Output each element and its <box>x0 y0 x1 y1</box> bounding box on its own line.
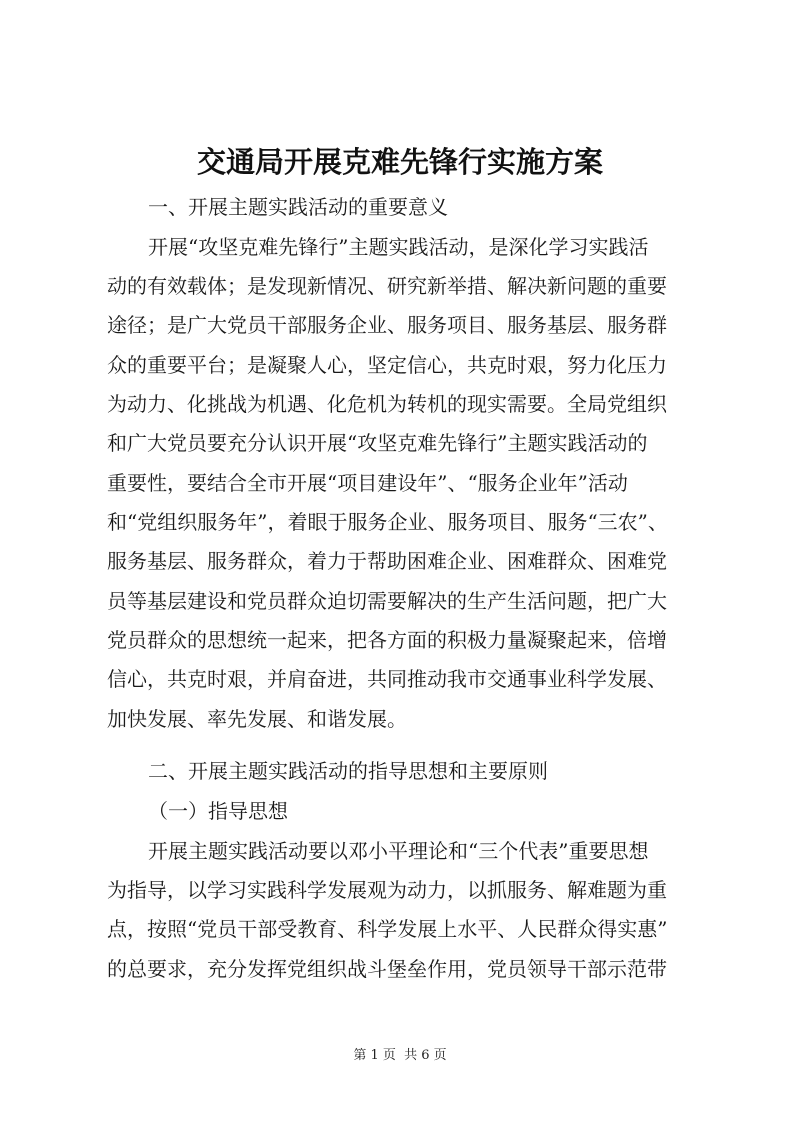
page-number: 第 1 页 <box>353 1048 396 1063</box>
paragraph-1-line: 服务基层、服务群众，着力于帮助困难企业、困难群众、困难党 <box>107 549 667 573</box>
subheading-2-1: （一）指导思想 <box>148 799 288 823</box>
paragraph-1-line: 动的有效载体；是发现新情况、研究新举措、解决新问题的重要 <box>107 274 667 298</box>
heading-1: 一、开展主题实践活动的重要意义 <box>148 195 448 219</box>
paragraph-1-line: 员等基层建设和党员群众迫切需要解决的生产生活问题，把广大 <box>107 589 667 613</box>
paragraph-1-line: 和广大党员要充分认识开展“攻坚克难先锋行”主题实践活动的 <box>107 431 648 455</box>
paragraph-2-line: 点，按照“党员干部受教育、科学发展上水平、人民群众得实惠” <box>107 917 668 941</box>
paragraph-1-line: 党员群众的思想统一起来，把各方面的积极力量凝聚起来，倍增 <box>107 628 667 652</box>
paragraph-1-line: 和“党组织服务年”，着眼于服务企业、服务项目、服务“三农”、 <box>107 510 668 534</box>
paragraph-1-line: 重要性，要结合全市开展“项目建设年”、“服务企业年”活动 <box>107 471 628 495</box>
paragraph-2-line: 的总要求，充分发挥党组织战斗堡垒作用，党员领导干部示范带 <box>107 957 667 981</box>
heading-2: 二、开展主题实践活动的指导思想和主要原则 <box>148 759 548 783</box>
paragraph-2-line: 开展主题实践活动要以邓小平理论和“三个代表”重要思想 <box>148 839 649 863</box>
page-footer <box>0 1046 800 1066</box>
page-total: 共 6 页 <box>404 1048 447 1063</box>
paragraph-1-line: 众的重要平台；是凝聚人心，坚定信心，共克时艰，努力化压力 <box>107 353 667 377</box>
paragraph-1-line: 开展“攻坚克难先锋行”主题实践活动，是深化学习实践活 <box>148 235 649 259</box>
document-title: 交通局开展克难先锋行实施方案 <box>196 145 603 179</box>
paragraph-1-line: 途径；是广大党员干部服务企业、服务项目、服务基层、服务群 <box>107 313 667 337</box>
paragraph-1-line: 加快发展、率先发展、和谐发展。 <box>107 707 407 731</box>
paragraph-2-line: 为指导，以学习实践科学发展观为动力，以抓服务、解难题为重 <box>107 878 667 902</box>
paragraph-1-line: 信心，共克时艰，并肩奋进，共同推动我市交通事业科学发展、 <box>107 667 667 691</box>
paragraph-1-line: 为动力、化挑战为机遇、化危机为转机的现实需要。全局党组织 <box>107 392 667 416</box>
